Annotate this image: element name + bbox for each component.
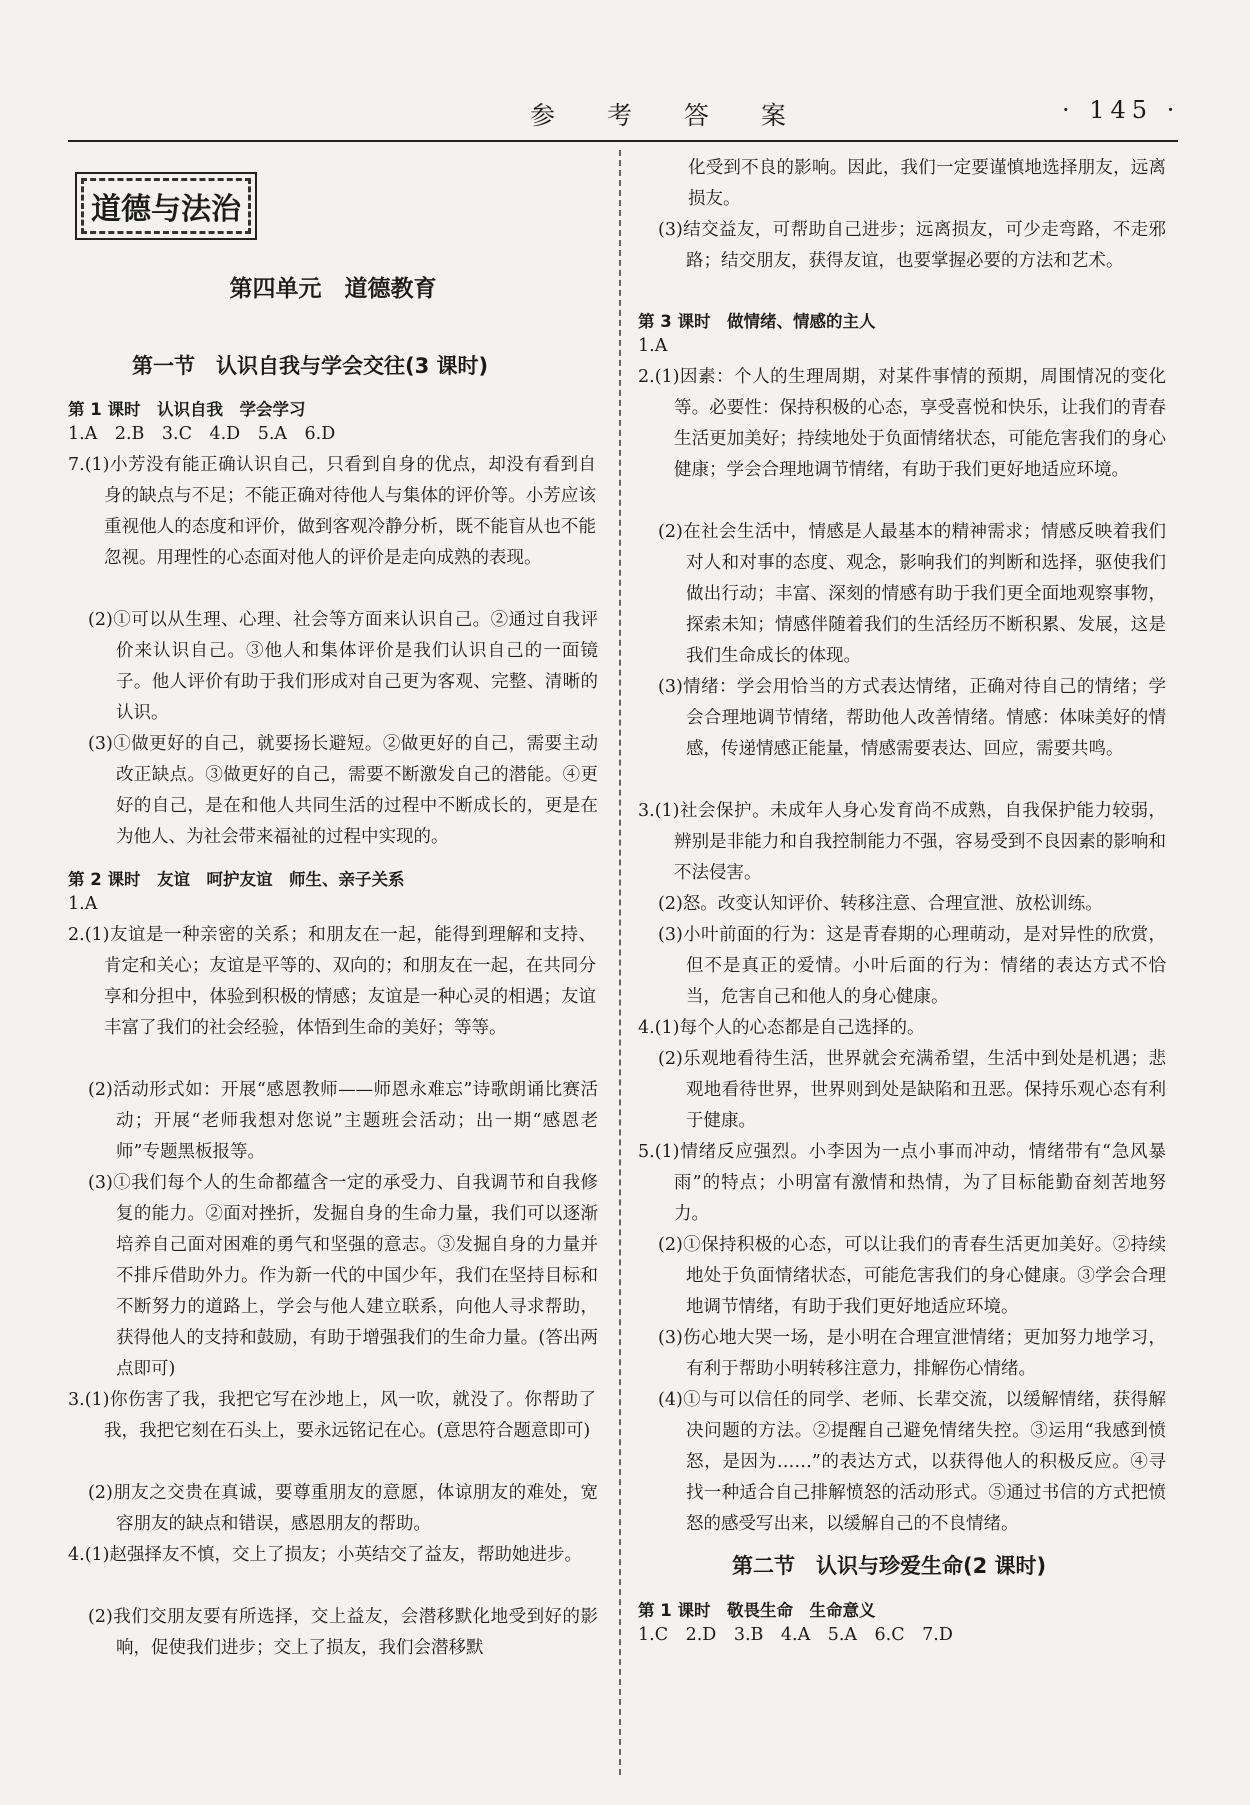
subject-banner <box>75 172 257 240</box>
answer-paragraph: 7.(1)小芳没有能正确认识自己，只看到自身的优点，却没有看到自身的缺点与不足；不能正确对待他人与集体的评价等。小芳应该重视他人的态度和评价，做到客观冷静分析，既不能盲从也不能忽视。用理性的心态面对他人的评价是走向成熟的表现。 <box>68 455 596 568</box>
answer-line: 1.A <box>638 336 668 356</box>
answer-paragraph: (3)小叶前面的行为：这是青春期的心理萌动，是对异性的欣赏，但不是真正的爱情。小叶后面的行为：情绪的表达方式不恰当，危害自己和他人的身心健康。 <box>658 925 1166 1007</box>
answer-paragraph: 2.(1)友谊是一种亲密的关系；和朋友在一起，能得到理解和支持、肯定和关心；友谊是平等的、双向的；和朋友在一起，在共同分享和分担中，体验到积极的情感；友谊是一种心灵的相遇；友谊丰富了我们的社会经验，体悟到生命的美好；等等。 <box>68 925 596 1038</box>
lesson-heading: 第 1 课时 敬畏生命 生命意义 <box>638 1601 876 1620</box>
header-rule <box>68 140 1178 142</box>
lesson-heading: 第 1 课时 认识自我 学会学习 <box>68 400 306 419</box>
section-title-1: 第一节 认识自我与学会交往(3 课时) <box>132 354 489 378</box>
answer-paragraph: 4.(1)赵强择友不慎，交上了损友；小英结交了益友，帮助她进步。 <box>68 1545 582 1565</box>
answer-paragraph: (3)①我们每个人的生命都蕴含一定的承受力、自我调节和自我修复的能力。②面对挫折，发掘自身的生命力量，我们可以逐渐培养自己面对困难的勇气和坚强的意志。③发掘自身的力量并不排斥借助外力。作为新一代的中国少年，我们在坚持目标和不断努力的道路上，学会与他人建立联系，向他人寻求帮助，获得他人的支持和鼓励，有助于增强我们的生命力量。(答出两点即可) <box>88 1173 598 1379</box>
answer-paragraph: (3)结交益友，可帮助自己进步；远离损友，可少走弯路，不走邪路；结交朋友，获得友谊，也要掌握必要的方法和艺术。 <box>658 220 1166 271</box>
answer-line: 1.C 2.D 3.B 4.A 5.A 6.C 7.D <box>638 1625 953 1645</box>
section-title-2: 第二节 认识与珍爱生命(2 课时) <box>732 1554 1047 1578</box>
answer-paragraph: (4)①与可以信任的同学、老师、长辈交流，以缓解情绪，获得解决问题的方法。②提醒自己避免情绪失控。③运用“我感到愤怒，是因为……”的表达方式，以获得他人的积极反应。④寻找一种适合自己排解愤怒的活动形式。⑤通过书信的方式把愤怒的感受写出来，以缓解自己的不良情绪。 <box>658 1390 1166 1534</box>
unit-title: 第四单元 道德教育 <box>229 276 437 302</box>
answer-paragraph: (2)①保持积极的心态，可以让我们的青春生活更加美好。②持续地处于负面情绪状态，可能危害我们的身心健康。③学会合理地调节情绪，有助于我们更好地适应环境。 <box>658 1235 1166 1317</box>
answer-paragraph: (2)在社会生活中，情感是人最基本的精神需求；情感反映着我们对人和对事的态度、观念，影响我们的判断和选择，驱使我们做出行动；丰富、深刻的情感有助于我们更全面地观察事物，探索未知；情感伴随着我们的生活经历不断积累、发展，这是我们生命成长的体现。 <box>658 522 1166 666</box>
answer-paragraph: (3)①做更好的自己，就要扬长避短。②做更好的自己，需要主动改正缺点。③做更好的自己，需要不断激发自己的潜能。④更好的自己，是在和他人共同生活的过程中不断成长的，更是在为他人、为社会带来福祉的过程中实现的。 <box>88 734 598 847</box>
answer-line: 1.A 2.B 3.C 4.D 5.A 6.D <box>68 424 336 444</box>
answer-paragraph: 2.(1)因素：个人的生理周期，对某件事情的预期，周围情况的变化等。必要性：保持积极的心态，享受喜悦和快乐，让我们的青春生活更加美好；持续地处于负面情绪状态，可能危害我们的身心健康；学会合理地调节情绪，有助于我们更好地适应环境。 <box>638 367 1166 480</box>
answer-paragraph: 3.(1)社会保护。未成年人身心发育尚不成熟，自我保护能力较弱，辨别是非能力和自我控制能力不强，容易受到不良因素的影响和不法侵害。 <box>638 801 1166 883</box>
answer-line: 1.A <box>68 894 98 914</box>
answer-paragraph: (3)情绪：学会用恰当的方式表达情绪，正确对待自己的情绪；学会合理地调节情绪，帮助他人改善情绪。情感：体味美好的情感，传递情感正能量，情感需要表达、回应，需要共鸣。 <box>658 677 1166 759</box>
lesson-heading: 第 3 课时 做情绪、情感的主人 <box>638 312 876 331</box>
answer-paragraph: 3.(1)你伤害了我，我把它写在沙地上，风一吹，就没了。你帮助了我，我把它刻在石头上，要永远铭记在心。(意思符合题意即可) <box>68 1390 596 1441</box>
header-title: 参 考 答 案 <box>530 101 808 130</box>
lesson-heading: 第 2 课时 友谊 呵护友谊 师生、亲子关系 <box>68 870 405 889</box>
answer-paragraph: (3)伤心地大哭一场，是小明在合理宣泄情绪；更加努力地学习，有利于帮助小明转移注意力，排解伤心情绪。 <box>658 1328 1166 1379</box>
answer-paragraph: (2)朋友之交贵在真诚，要尊重朋友的意愿，体谅朋友的难处，宽容朋友的缺点和错误，感恩朋友的帮助。 <box>88 1483 598 1534</box>
answer-paragraph: 4.(1)每个人的心态都是自己选择的。 <box>638 1018 925 1038</box>
answer-paragraph: (2)①可以从生理、心理、社会等方面来认识自己。②通过自我评价来认识自己。③他人和集体评价是我们认识自己的一面镜子。他人评价有助于我们形成对自己更为客观、完整、清晰的认识。 <box>88 610 598 723</box>
answer-paragraph: 5.(1)情绪反应强烈。小李因为一点小事而冲动，情绪带有“急风暴雨”的特点；小明富有激情和热情，为了目标能勤奋刻苦地努力。 <box>638 1142 1166 1224</box>
answer-paragraph: (2)怒。改变认知评价、转移注意、合理宣泄、放松训练。 <box>658 894 1103 914</box>
column-divider <box>619 150 621 1775</box>
answer-paragraph: (2)乐观地看待生活，世界就会充满希望，生活中到处是机遇；悲观地看待世界，世界则到处是缺陷和丑恶。保持乐观心态有利于健康。 <box>658 1049 1166 1131</box>
subject-title: 道德与法治 <box>91 192 241 227</box>
answer-paragraph: (2)活动形式如：开展“感恩教师——师恩永难忘”诗歌朗诵比赛活动；开展“老师我想对您说”主题班会活动；出一期“感恩老师”专题黑板报等。 <box>88 1080 598 1162</box>
answer-paragraph: 化受到不良的影响。因此，我们一定要谨慎地选择朋友，远离损友。 <box>688 158 1166 209</box>
page-number: · 145 · <box>1062 96 1181 124</box>
answer-paragraph: (2)我们交朋友要有所选择，交上益友，会潜移默化地受到好的影响，促使我们进步；交上了损友，我们会潜移默 <box>88 1607 598 1658</box>
